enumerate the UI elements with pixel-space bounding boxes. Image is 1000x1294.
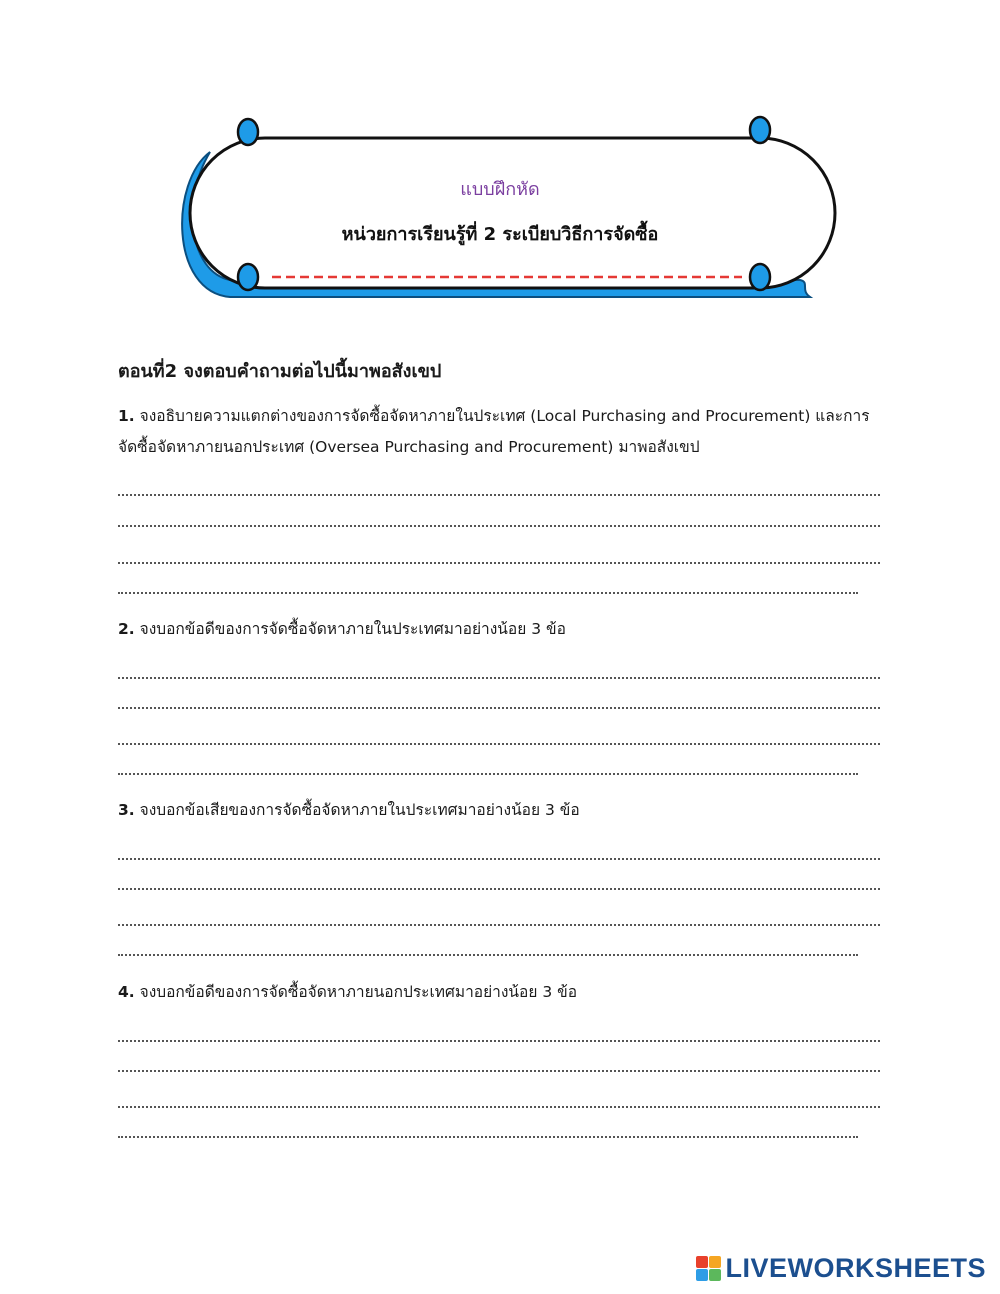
question-text: จงอธิบายความแตกต่างของการจัดซื้อจัดหาภายในประเทศ (Local Purchasing and Procurement) และการจัดซื้อจัดหาภายนอกประเทศ (Oversea Purchasing and Procurement) มาพอสังเขป [118,407,870,456]
question-1 [118,401,888,463]
question-3 [118,795,888,826]
answer-line[interactable] [118,677,880,679]
answer-line[interactable] [118,743,880,745]
banner-scroll [170,112,850,312]
worksheet-title: แบบฝึกหัด [460,179,540,200]
question-number: 1. [118,407,135,425]
answer-line[interactable] [118,858,880,860]
answer-line[interactable] [118,773,858,775]
answer-line[interactable] [118,592,858,594]
answer-line[interactable] [118,888,880,890]
question-text: จงบอกข้อดีของการจัดซื้อจัดหาภายนอกประเทศมาอย่างน้อย 3 ข้อ [139,983,578,1001]
unit-subtitle: หน่วยการเรียนรู้ที่ 2 ระเบียบวิธีการจัดซื้อ [341,224,659,245]
answer-line[interactable] [118,924,880,926]
section-heading: ตอนที่2 จงตอบคำถามต่อไปนี้มาพอสังเขป [118,361,442,382]
question-number: 3. [118,801,135,819]
question-2 [118,614,888,645]
answer-line[interactable] [118,1106,880,1108]
answer-line[interactable] [118,562,880,564]
question-text: จงบอกข้อดีของการจัดซื้อจัดหาภายในประเทศมาอย่างน้อย 3 ข้อ [139,620,566,638]
answer-line[interactable] [118,1040,880,1042]
answer-line[interactable] [118,1136,858,1138]
brand-logo-icon [696,1256,721,1281]
brand-name: LIVEWORKSHEETS [725,1253,986,1283]
liveworksheets-logo [696,1253,986,1284]
answer-line[interactable] [118,707,880,709]
question-number: 4. [118,983,135,1001]
answer-line[interactable] [118,954,858,956]
question-number: 2. [118,620,135,638]
question-text: จงบอกข้อเสียของการจัดซื้อจัดหาภายในประเทศมาอย่างน้อย 3 ข้อ [139,801,580,819]
answer-line[interactable] [118,1070,880,1072]
answer-line[interactable] [118,494,880,496]
answer-line[interactable] [118,525,880,527]
question-4 [118,977,888,1008]
